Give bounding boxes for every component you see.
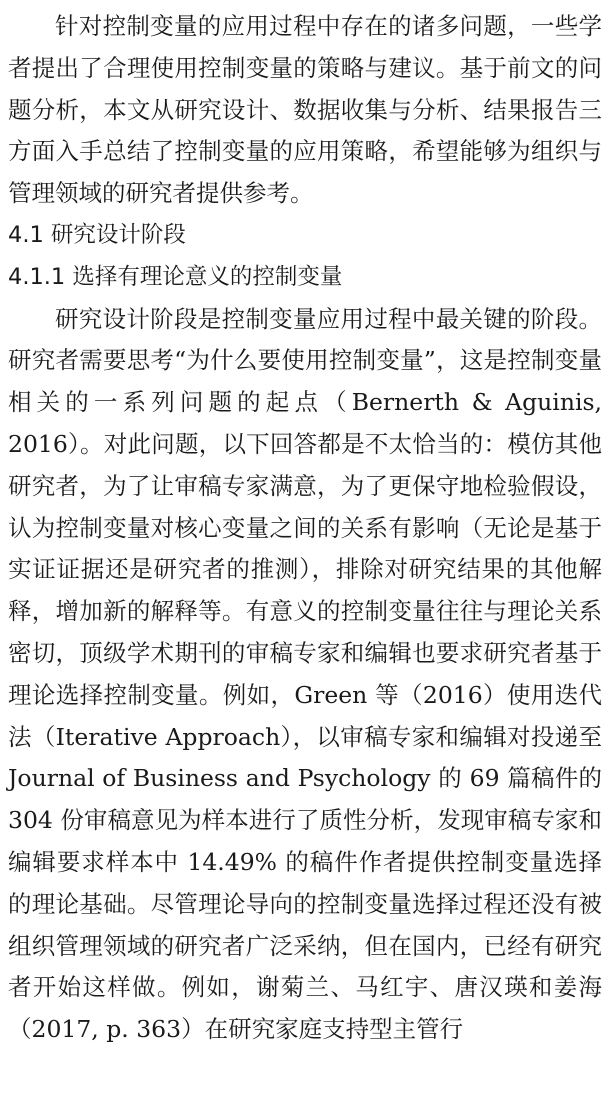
subsection-heading-4-1-1: 4.1.1 选择有理论意义的控制变量 bbox=[8, 263, 343, 290]
body-paragraph-4-1-1: 研究设计阶段是控制变量应用过程中最关键的阶段。研究者需要思考“为什么要使用控制变量”，这是控制变量相关的一系列问题的起点（Bernerth & Aguinis, 2016）。对此问题，以下回答都是不太恰当的：模仿其他研究者，为了让审稿专家满意，为了更保守地检验假设，认为控制变量对核心变量之间的关系有影响（无论是基于实证证据还是研究者的推测），排除对研究结果的其他解释，增加新的解释等。有意义的控制变量往往与理论关系密切，顶级学术期刊的审稿专家和编辑也要求研究者基于理论选择控制变量。例如，Green 等（2016）使用迭代法（Iterative Approach），以审稿专家和编辑对投递至 Journal of Business and Psychology 的 69 篇稿件的 304 份审稿意见为样本进行了质性分析，发现审稿专家和编辑要求样本中 14.49% 的稿件作者提供控制变量选择的理论基础。尽管理论导向的控制变量选择过程还没有被组织管理领域的研究者广泛采纳，但在国内，已经有研究者开始这样做。例如，谢菊兰、马红宇、唐汉瑛和姜海（2017, p. 363）在研究家庭支持型主管行 bbox=[8, 304, 602, 1044]
section-heading-4-1: 4.1 研究设计阶段 bbox=[8, 221, 186, 248]
intro-paragraph: 针对控制变量的应用过程中存在的诸多问题，一些学者提出了合理使用控制变量的策略与建议。基于前文的问题分析，本文从研究设计、数据收集与分析、结果报告三方面入手总结了控制变量的应用策略，希望能够为组织与管理领域的研究者提供参考。 bbox=[8, 12, 602, 208]
